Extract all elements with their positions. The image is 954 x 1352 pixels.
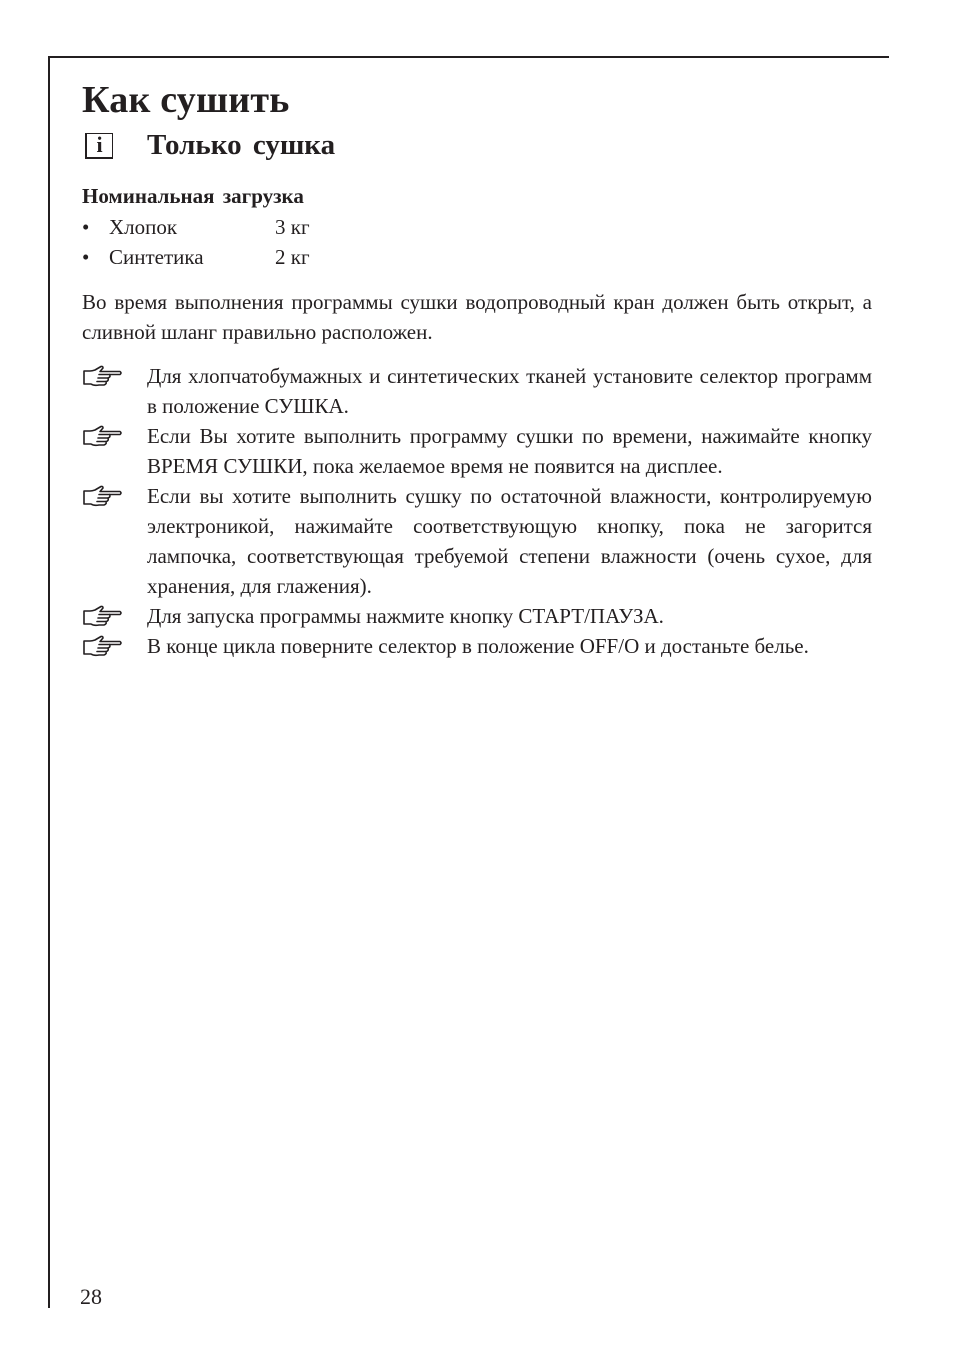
bullet: • bbox=[82, 215, 90, 239]
page-number: 28 bbox=[80, 1284, 102, 1309]
step-text: Если вы хотите выполнить сушку по остаточной влажности, контролируемую электроникой, нажимайте соответствующую кнопку, пока не загорится лампочка, соответствующая требуемой степени влажности (очень сухое, для хранения, для глажения). bbox=[147, 484, 872, 598]
pointing-hand-icon bbox=[82, 605, 122, 627]
pointing-hand-icon bbox=[82, 485, 122, 507]
load-item-value: 3 кг bbox=[275, 215, 310, 239]
step-item bbox=[82, 361, 872, 421]
step-item bbox=[82, 631, 872, 661]
intro-paragraph: Во время выполнения программы сушки водопроводный кран должен быть открыт, а сливной шланг правильно расположен. bbox=[82, 290, 872, 344]
step-item bbox=[82, 481, 872, 601]
pointing-hand-icon bbox=[82, 635, 122, 657]
pointing-hand-icon bbox=[82, 425, 122, 447]
load-item-value: 2 кг bbox=[275, 245, 310, 269]
section-title: Только сушка bbox=[147, 129, 336, 161]
step-text: В конце цикла поверните селектор в положение OFF/O и достаньте белье. bbox=[147, 634, 809, 658]
bullet: • bbox=[82, 245, 90, 269]
nominal-load-heading: Номинальная загрузка bbox=[82, 184, 304, 208]
pointing-hand-icon bbox=[82, 365, 122, 387]
top-rule bbox=[49, 56, 889, 58]
left-rule bbox=[48, 56, 50, 1308]
step-text: Для запуска программы нажмите кнопку СТАРТ/ПАУЗА. bbox=[147, 604, 664, 628]
step-item bbox=[82, 601, 872, 631]
load-item-name: Хлопок bbox=[109, 215, 178, 239]
step-text: Если Вы хотите выполнить программу сушки по времени, нажимайте кнопку ВРЕМЯ СУШКИ, пока желаемое время не появится на дисплее. bbox=[147, 424, 872, 478]
page-title: Как сушить bbox=[82, 79, 290, 121]
info-icon: i bbox=[85, 133, 113, 159]
step-text: Для хлопчатобумажных и синтетических тканей установите селектор программ в положение СУШКА. bbox=[147, 364, 872, 418]
load-item-name: Синтетика bbox=[109, 245, 204, 269]
instruction-steps bbox=[82, 361, 872, 661]
step-item bbox=[82, 421, 872, 481]
